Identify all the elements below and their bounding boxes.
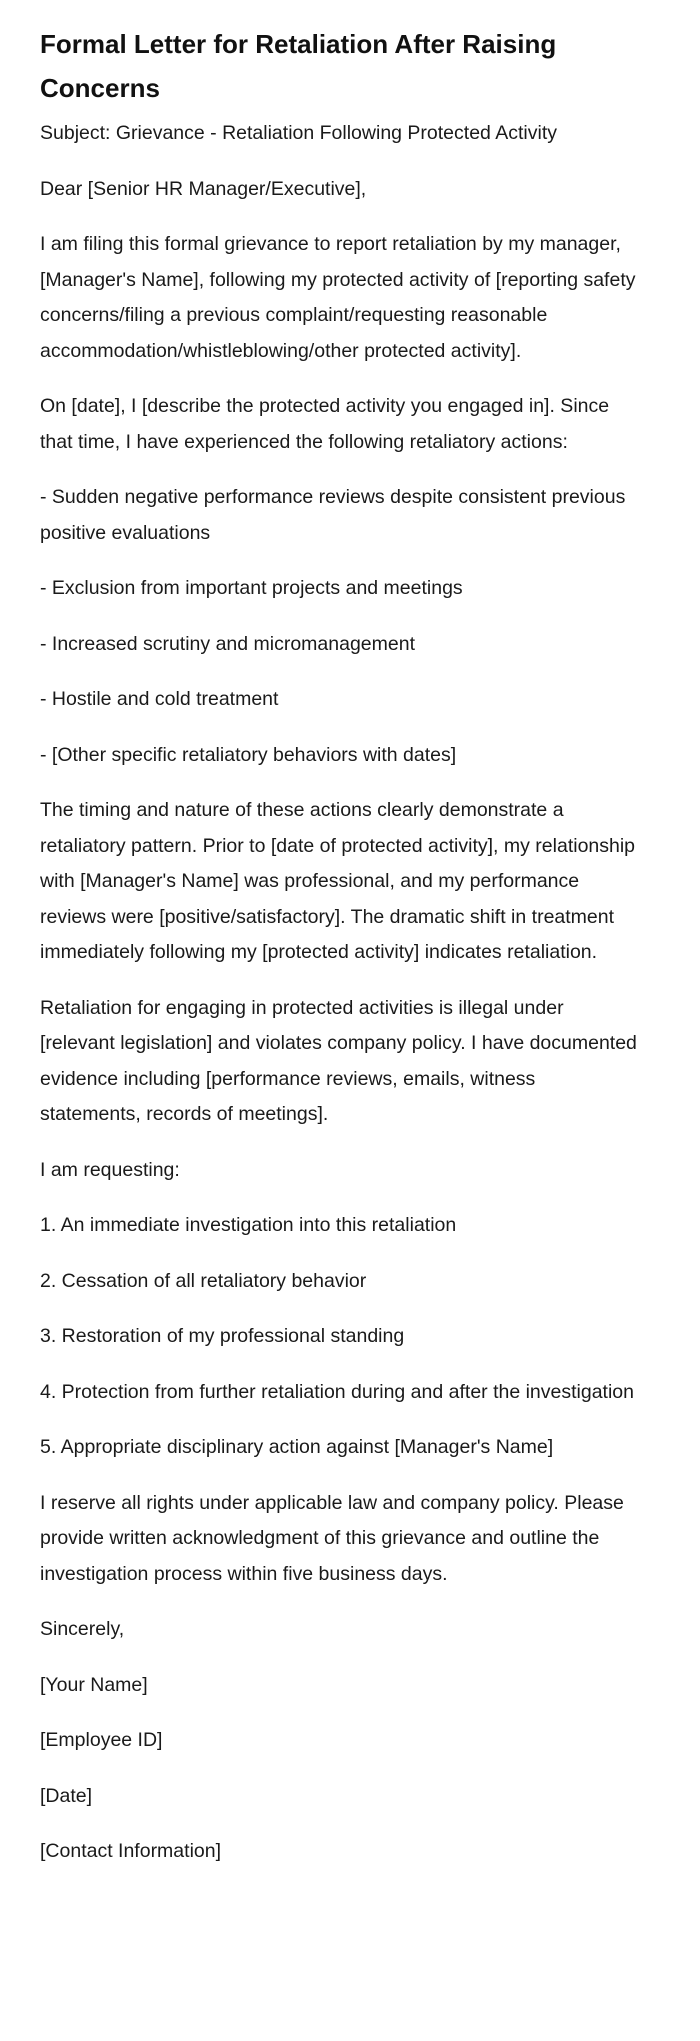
closing: Sincerely, — [40, 1618, 125, 1640]
request-item: 4. Protection from further retaliation during and after the investigation — [40, 1380, 634, 1403]
intro-paragraph: I am filing this formal grievance to report retaliation by my manager, [Manager's Name], following my protected activity of [reporting safety concerns/filing a previous complaint/requesting reasonable accommodation/whistleblowing/other protected activity]. — [40, 233, 636, 362]
request-intro: I am requesting: — [40, 1158, 180, 1181]
action-item: - Increased scrutiny and micromanagement — [40, 632, 416, 655]
request-item: 5. Appropriate disciplinary action against [Manager's Name] — [40, 1436, 554, 1458]
request-item: 3. Restoration of my professional standing — [40, 1325, 405, 1347]
pattern-paragraph: The timing and nature of these actions clearly demonstrate a retaliatory pattern. Prior to [date of protected activity], my relationship with [Manager's Name] was professional, and my performance reviews were [positive/satisfactory]. The dramatic shift in treatment immediately following my [protected activity] indicates retaliation. — [40, 799, 636, 963]
action-item: - Sudden negative performance reviews despite consistent previous positive evaluations — [40, 486, 626, 544]
signature-contact: [Contact Information] — [40, 1840, 222, 1862]
signature-name: [Your Name] — [40, 1673, 148, 1696]
action-item: - [Other specific retaliatory behaviors with dates] — [40, 743, 457, 766]
action-item: - Hostile and cold treatment — [40, 688, 279, 710]
subject-line: Subject: Grievance - Retaliation Following Protected Activity — [40, 122, 557, 144]
salutation: Dear [Senior HR Manager/Executive], — [40, 177, 367, 200]
timeline-paragraph: On [date], I [describe the protected activity you engaged in]. Since that time, I have experienced the following retaliatory actions: — [40, 395, 610, 453]
action-item: - Exclusion from important projects and meetings — [40, 577, 463, 599]
letter-title: Formal Letter for Retaliation After Raising Concerns — [40, 29, 557, 103]
signature-employee-id: [Employee ID] — [40, 1729, 163, 1751]
reserve-paragraph: I reserve all rights under applicable law and company policy. Please provide written acknowledgment of this grievance and outline the investigation process within five business days. — [40, 1491, 624, 1585]
legal-paragraph: Retaliation for engaging in protected activities is illegal under [relevant legislation] and violates company policy. I have documented evidence including [performance reviews, emails, witness statements, records of meetings]. — [40, 996, 637, 1125]
request-item: 1. An immediate investigation into this retaliation — [40, 1214, 457, 1236]
signature-date: [Date] — [40, 1784, 93, 1807]
request-item: 2. Cessation of all retaliatory behavior — [40, 1269, 367, 1292]
